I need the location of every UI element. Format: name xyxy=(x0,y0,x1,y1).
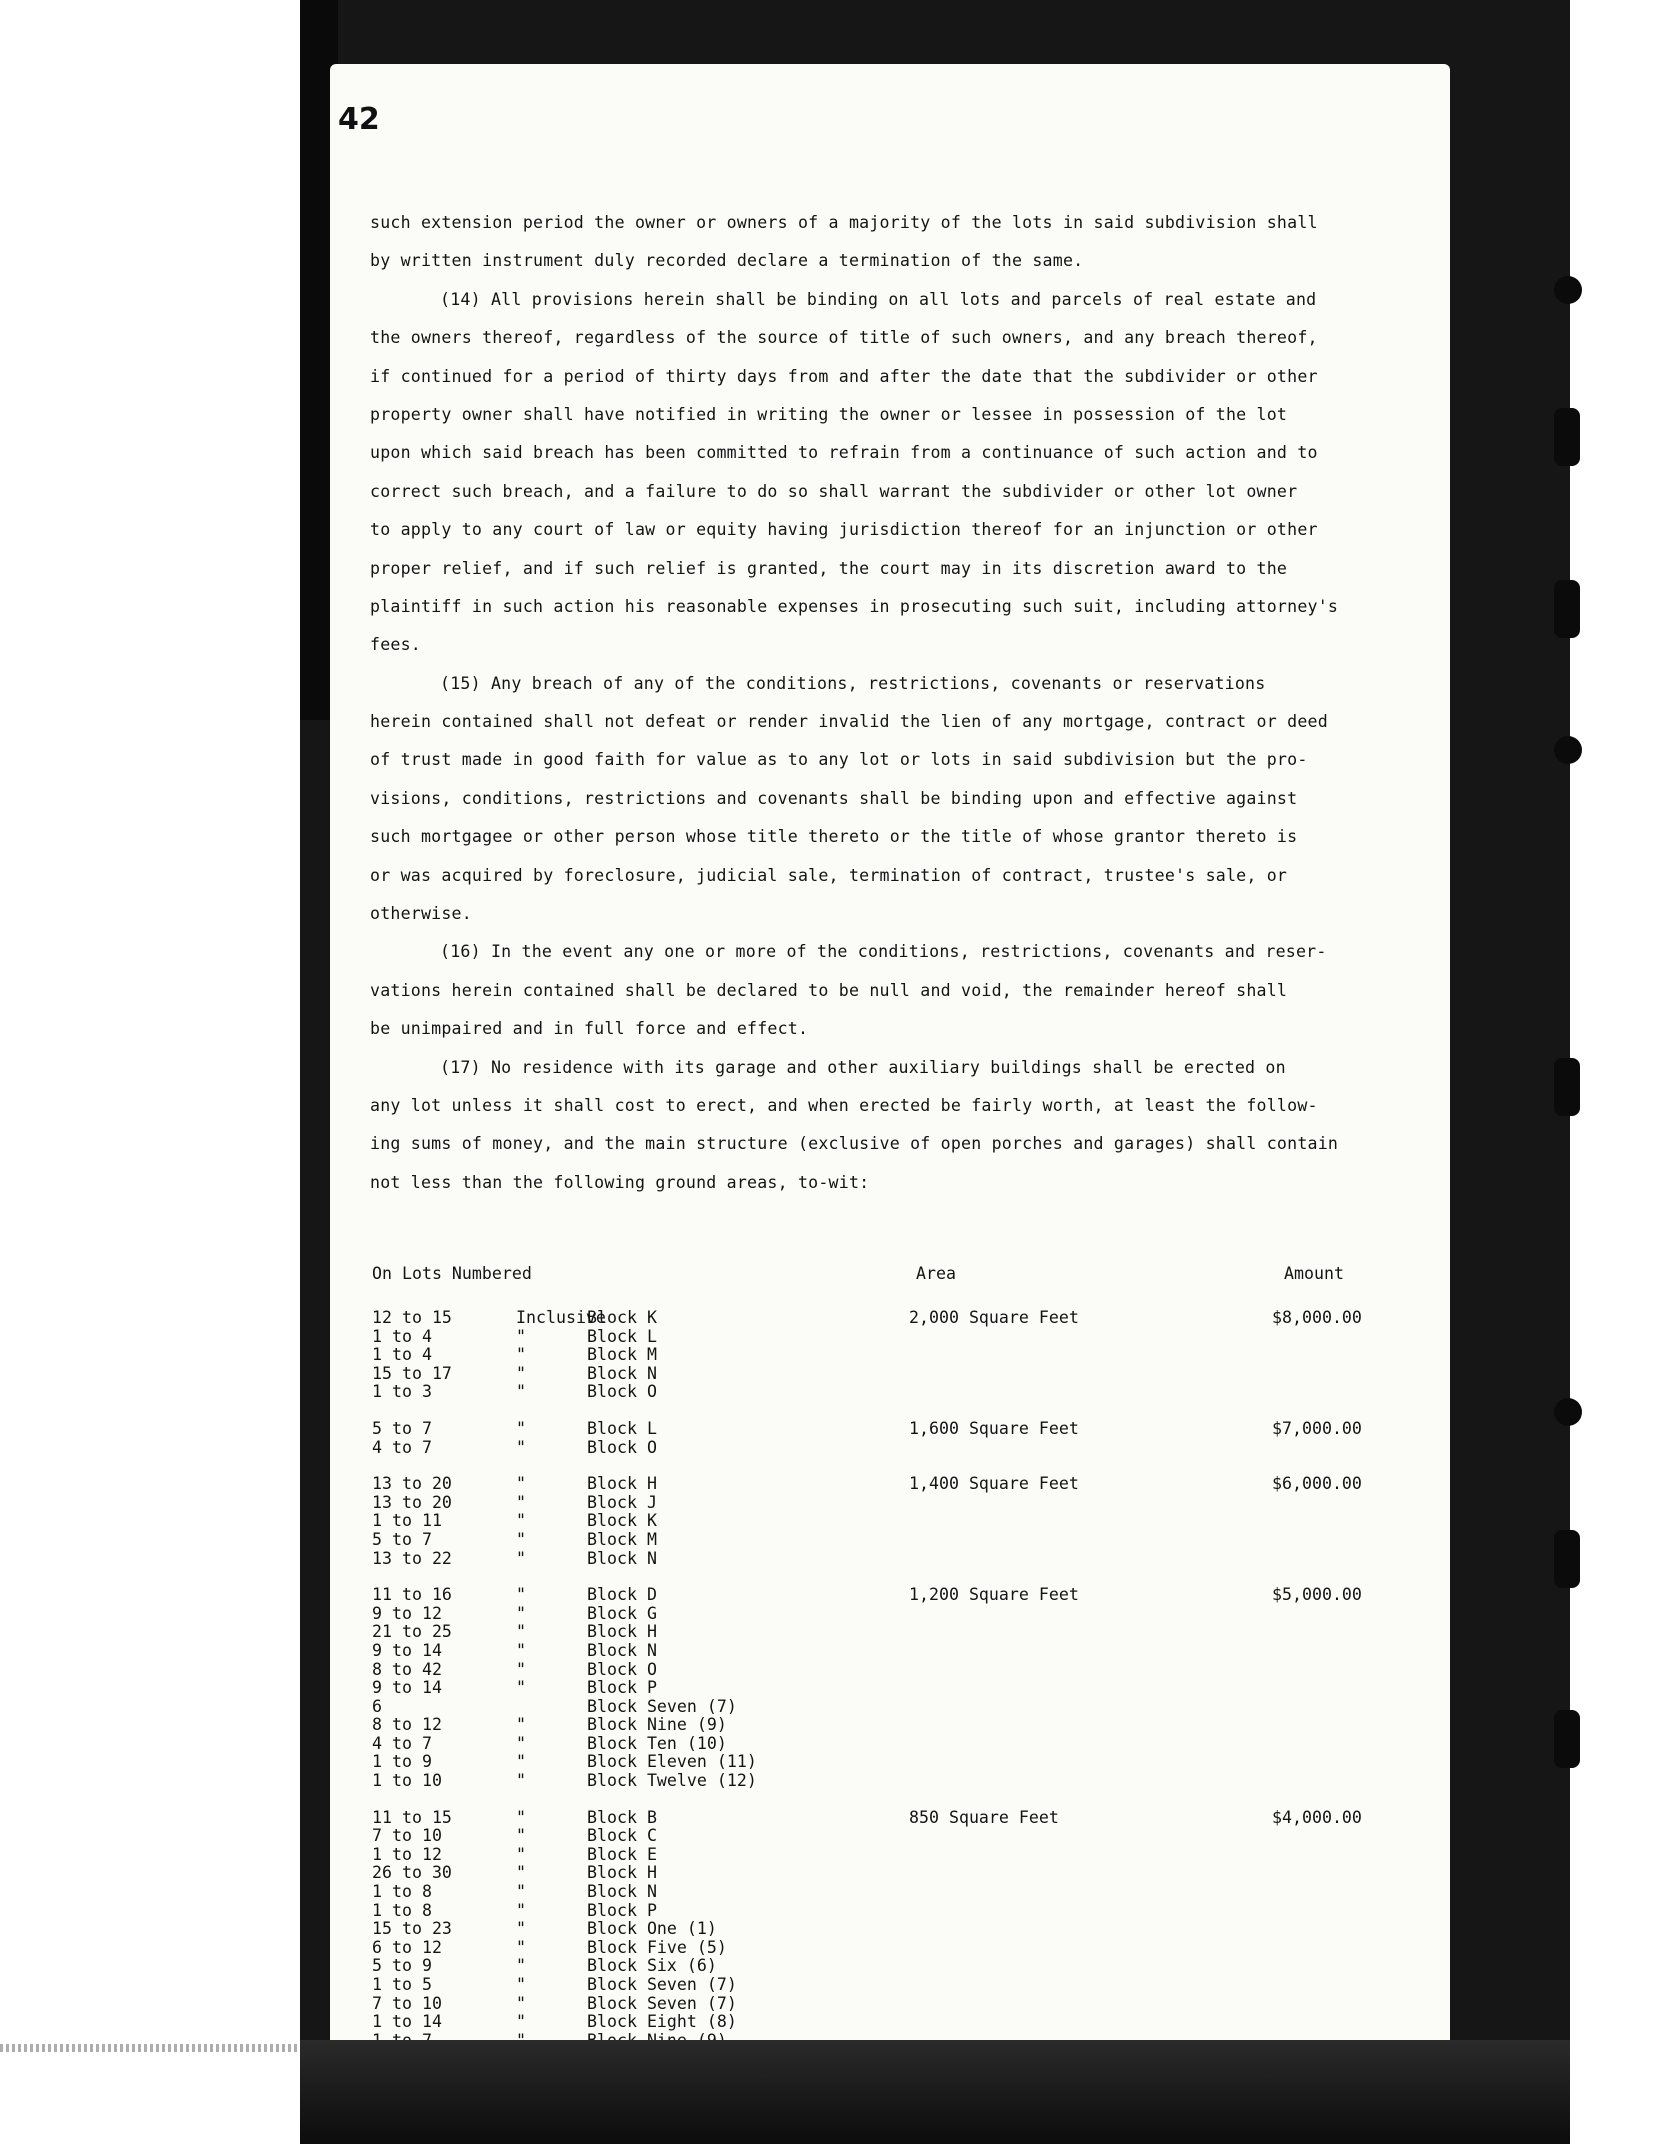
ditto-cell: " xyxy=(516,1863,526,1883)
lots-cell: 15 to 23 xyxy=(372,1919,452,1939)
lots-cell: 13 to 20 xyxy=(372,1492,452,1512)
block-cell: Block O xyxy=(587,1382,657,1402)
ditto-cell: " xyxy=(516,1807,526,1827)
table-row xyxy=(372,1474,1432,1493)
text-line: (15) Any breach of any of the conditions, restrictions, covenants or reservations xyxy=(440,673,1266,693)
ditto-cell: " xyxy=(516,1771,526,1791)
table-row xyxy=(372,1308,1432,1327)
ditto-cell: " xyxy=(516,1956,526,1976)
lots-cell: 4 to 7 xyxy=(372,1437,432,1457)
lots-cell: 9 to 14 xyxy=(372,1640,442,1660)
lots-cell: 13 to 20 xyxy=(372,1474,452,1494)
block-cell: Block P xyxy=(587,1678,657,1698)
document-page xyxy=(330,64,1450,2084)
lots-cell: 11 to 15 xyxy=(372,1807,452,1827)
lots-cell: 6 xyxy=(372,1696,382,1716)
block-cell: Block P xyxy=(587,1900,657,1920)
ditto-cell: " xyxy=(516,2012,526,2032)
block-cell: Block B xyxy=(587,1807,657,1827)
amount-cell: $5,000.00 xyxy=(1272,1585,1362,1605)
table-row xyxy=(372,1511,1432,1530)
table-row xyxy=(372,1660,1432,1679)
block-cell: Block Eleven (11) xyxy=(587,1752,757,1772)
text-line: (14) All provisions herein shall be binding on all lots and parcels of real estate and xyxy=(440,289,1317,309)
text-line: property owner shall have notified in writing the owner or lessee in possession of the lot xyxy=(370,404,1288,424)
lots-cell: 21 to 25 xyxy=(372,1622,452,1642)
block-cell: Block L xyxy=(587,1326,657,1346)
lots-cell: 1 to 4 xyxy=(372,1326,432,1346)
ditto-cell: " xyxy=(516,1900,526,1920)
ditto-cell: " xyxy=(516,1844,526,1864)
text-line: such extension period the owner or owners of a majority of the lots in said subdivision shall xyxy=(370,213,1318,232)
block-cell: Block O xyxy=(587,1437,657,1457)
table-row xyxy=(372,1622,1432,1641)
block-cell: Block Seven (7) xyxy=(587,1975,737,1994)
block-cell: Block H xyxy=(587,1474,657,1494)
minimum-cost-table xyxy=(372,1264,1432,2084)
lots-cell: 1 to 8 xyxy=(372,1882,432,1902)
table-row xyxy=(372,1901,1432,1920)
amount-cell: $6,000.00 xyxy=(1272,1474,1362,1494)
block-cell: Block H xyxy=(587,1863,657,1883)
table-row xyxy=(372,1975,1432,1994)
area-group xyxy=(372,1474,1432,1567)
block-cell: Block D xyxy=(587,1585,657,1605)
ditto-cell: " xyxy=(516,1382,526,1402)
lots-cell: 5 to 9 xyxy=(372,1956,432,1976)
ditto-cell: Inclusive xyxy=(516,1308,606,1327)
table-row xyxy=(372,2012,1432,2031)
table-row xyxy=(372,1994,1432,2013)
area-cell: 1,600 Square Feet xyxy=(909,1418,1079,1438)
block-cell: Block N xyxy=(587,1882,657,1902)
restrictions-text xyxy=(370,204,1420,1202)
lots-cell: 11 to 16 xyxy=(372,1585,452,1605)
table-row xyxy=(372,1493,1432,1512)
lots-cell: 12 to 15 xyxy=(372,1308,452,1327)
block-cell: Block L xyxy=(587,1418,657,1438)
area-cell: 1,200 Square Feet xyxy=(909,1585,1079,1605)
amount-cell: $8,000.00 xyxy=(1272,1308,1362,1327)
text-line: vations herein contained shall be declared to be null and void, the remainder hereof shall xyxy=(370,980,1288,1000)
area-cell: 850 Square Feet xyxy=(909,1807,1059,1827)
text-line: be unimpaired and in full force and effect. xyxy=(370,1019,809,1039)
ditto-cell: " xyxy=(516,1937,526,1957)
table-row xyxy=(372,1327,1432,1346)
ditto-cell: " xyxy=(516,1418,526,1438)
ditto-cell: " xyxy=(516,1548,526,1568)
table-row xyxy=(372,1549,1432,1568)
lots-cell: 8 to 42 xyxy=(372,1659,442,1679)
block-cell: Block E xyxy=(587,1844,657,1864)
lots-cell: 1 to 11 xyxy=(372,1511,442,1531)
table-row xyxy=(372,1938,1432,1957)
ditto-cell: " xyxy=(516,1492,526,1512)
scan-streak xyxy=(0,2044,300,2052)
text-line: or was acquired by foreclosure, judicial sale, termination of contract, trustee's sale, or xyxy=(370,865,1288,885)
text-line: proper relief, and if such relief is granted, the court may in its discretion award to the xyxy=(370,558,1288,578)
lots-cell: 1 to 14 xyxy=(372,2012,442,2032)
ditto-cell: " xyxy=(516,1975,526,1994)
block-cell: Block Seven (7) xyxy=(587,1696,737,1716)
table-row xyxy=(372,1419,1432,1438)
punch-hole xyxy=(1554,1530,1580,1588)
table-row xyxy=(372,1604,1432,1623)
lots-cell: 1 to 9 xyxy=(372,1752,432,1772)
table-row xyxy=(372,1734,1432,1753)
lots-cell: 1 to 8 xyxy=(372,1900,432,1920)
block-cell: Block Six (6) xyxy=(587,1956,717,1976)
block-cell: Block J xyxy=(587,1492,657,1512)
block-cell: Block K xyxy=(587,1308,657,1327)
ditto-cell: " xyxy=(516,1585,526,1605)
punch-hole xyxy=(1554,1398,1582,1426)
lots-cell: 26 to 30 xyxy=(372,1863,452,1883)
lots-cell: 1 to 10 xyxy=(372,1771,442,1791)
amount-cell: $4,000.00 xyxy=(1272,1807,1362,1827)
text-line: (17) No residence with its garage and other auxiliary buildings shall be erected on xyxy=(440,1057,1286,1077)
text-line: the owners thereof, regardless of the source of title of such owners, and any breach thereof, xyxy=(370,328,1318,348)
ditto-cell: " xyxy=(516,1659,526,1679)
block-cell: Block N xyxy=(587,1363,657,1383)
lots-cell: 4 to 7 xyxy=(372,1733,432,1753)
block-cell: Block O xyxy=(587,1659,657,1679)
ditto-cell: " xyxy=(516,1715,526,1735)
lots-cell: 1 to 3 xyxy=(372,1382,432,1402)
table-row xyxy=(372,1845,1432,1864)
punch-hole xyxy=(1554,408,1580,466)
area-group xyxy=(372,1419,1432,1456)
table-row xyxy=(372,1438,1432,1457)
block-cell: Block Nine (9) xyxy=(587,1715,727,1735)
block-cell: Block N xyxy=(587,1548,657,1568)
text-line: not less than the following ground areas, to-wit: xyxy=(370,1172,870,1192)
table-row xyxy=(372,1697,1432,1716)
lots-cell: 1 to 12 xyxy=(372,1844,442,1864)
block-cell: Block Eight (8) xyxy=(587,2012,737,2032)
table-row xyxy=(372,1364,1432,1383)
table-row xyxy=(372,1826,1432,1845)
block-cell: Block Five (5) xyxy=(587,1937,727,1957)
area-group xyxy=(372,1308,1432,1401)
punch-hole xyxy=(1554,1058,1580,1116)
text-line: to apply to any court of law or equity having jurisdiction thereof for an injunction or other xyxy=(370,520,1318,540)
text-line: (16) In the event any one or more of the conditions, restrictions, covenants and reser- xyxy=(440,942,1327,962)
block-cell: Block C xyxy=(587,1826,657,1846)
table-row xyxy=(372,1808,1432,1827)
ditto-cell: " xyxy=(516,1603,526,1623)
text-line: of trust made in good faith for value as to any lot or lots in said subdivision but the pro- xyxy=(370,750,1308,770)
ditto-cell: " xyxy=(516,1640,526,1660)
lots-cell: 7 to 10 xyxy=(372,1826,442,1846)
lots-cell: 8 to 12 xyxy=(372,1715,442,1735)
text-line: plaintiff in such action his reasonable expenses in prosecuting such suit, including attorney's xyxy=(370,596,1339,616)
table-row xyxy=(372,1752,1432,1771)
text-line: upon which said breach has been committed to refrain from a continuance of such action and to xyxy=(370,443,1318,463)
punch-hole xyxy=(1554,736,1582,764)
table-row xyxy=(372,1345,1432,1364)
lots-cell: 1 to 4 xyxy=(372,1345,432,1365)
amount-cell: $7,000.00 xyxy=(1272,1418,1362,1438)
area-cell: 2,000 Square Feet xyxy=(909,1308,1079,1327)
text-line: any lot unless it shall cost to erect, and when erected be fairly worth, at least the follow- xyxy=(370,1095,1318,1115)
text-line: herein contained shall not defeat or render invalid the lien of any mortgage, contract or deed xyxy=(370,712,1328,732)
area-group xyxy=(372,1808,1432,2068)
ditto-cell: " xyxy=(516,1993,526,2013)
lots-cell: 9 to 12 xyxy=(372,1603,442,1623)
ditto-cell: " xyxy=(516,1345,526,1365)
table-header xyxy=(372,1264,1432,1308)
table-row xyxy=(372,1382,1432,1401)
header-area: Area xyxy=(916,1264,956,1283)
page-number: 42 xyxy=(338,102,380,137)
ditto-cell: " xyxy=(516,1622,526,1642)
lots-cell: 5 to 7 xyxy=(372,1418,432,1438)
block-cell: Block Ten (10) xyxy=(587,1733,727,1753)
ditto-cell: " xyxy=(516,1363,526,1383)
block-cell: Block M xyxy=(587,1529,657,1549)
ditto-cell: " xyxy=(516,1678,526,1698)
text-line: visions, conditions, restrictions and covenants shall be binding upon and effective against xyxy=(370,788,1298,808)
lots-cell: 6 to 12 xyxy=(372,1937,442,1957)
table-row xyxy=(372,1771,1432,1790)
table-row xyxy=(372,1715,1432,1734)
block-cell: Block Twelve (12) xyxy=(587,1771,757,1791)
area-cell: 1,400 Square Feet xyxy=(909,1474,1079,1494)
block-cell: Block N xyxy=(587,1640,657,1660)
lots-cell: 13 to 22 xyxy=(372,1548,452,1568)
block-cell: Block M xyxy=(587,1345,657,1365)
table-row xyxy=(372,1882,1432,1901)
ditto-cell: " xyxy=(516,1733,526,1753)
lots-cell: 9 to 14 xyxy=(372,1678,442,1698)
table-row xyxy=(372,1956,1432,1975)
ditto-cell: " xyxy=(516,1826,526,1846)
table-row xyxy=(372,1530,1432,1549)
text-line: correct such breach, and a failure to do so shall warrant the subdivider or other lot owner xyxy=(370,481,1298,501)
ditto-cell: " xyxy=(516,1437,526,1457)
text-line: by written instrument duly recorded declare a termination of the same. xyxy=(370,251,1084,271)
text-line: fees. xyxy=(370,635,421,655)
ditto-cell: " xyxy=(516,1326,526,1346)
ditto-cell: " xyxy=(516,1919,526,1939)
ditto-cell: " xyxy=(516,1752,526,1772)
block-cell: Block Seven (7) xyxy=(587,1993,737,2013)
table-row xyxy=(372,1863,1432,1882)
punch-hole xyxy=(1554,276,1582,304)
area-group xyxy=(372,1585,1432,1790)
table-body xyxy=(372,1308,1432,2068)
text-line: if continued for a period of thirty days from and after the date that the subdivider or other xyxy=(370,366,1318,386)
table-row xyxy=(372,1641,1432,1660)
block-cell: Block G xyxy=(587,1603,657,1623)
scan-bottom-edge xyxy=(300,2040,1570,2144)
table-row xyxy=(372,1678,1432,1697)
block-cell: Block K xyxy=(587,1511,657,1531)
table-row xyxy=(372,1585,1432,1604)
lots-cell: 5 to 7 xyxy=(372,1529,432,1549)
text-line: ing sums of money, and the main structure (exclusive of open porches and garages) shall contain xyxy=(370,1134,1339,1154)
text-line: such mortgagee or other person whose title thereto or the title of whose grantor thereto is xyxy=(370,827,1298,847)
lots-cell: 1 to 5 xyxy=(372,1975,432,1994)
block-cell: Block One (1) xyxy=(587,1919,717,1939)
ditto-cell: " xyxy=(516,1511,526,1531)
ditto-cell: " xyxy=(516,1474,526,1494)
ditto-cell: " xyxy=(516,1882,526,1902)
lots-cell: 15 to 17 xyxy=(372,1363,452,1383)
block-cell: Block H xyxy=(587,1622,657,1642)
lots-cell: 7 to 10 xyxy=(372,1993,442,2013)
header-lots: On Lots Numbered xyxy=(372,1264,532,1283)
header-amount: Amount xyxy=(1284,1264,1344,1283)
table-row xyxy=(372,1919,1432,1938)
ditto-cell: " xyxy=(516,1529,526,1549)
text-line: otherwise. xyxy=(370,904,472,924)
punch-hole xyxy=(1554,580,1580,638)
punch-hole xyxy=(1554,1710,1580,1768)
